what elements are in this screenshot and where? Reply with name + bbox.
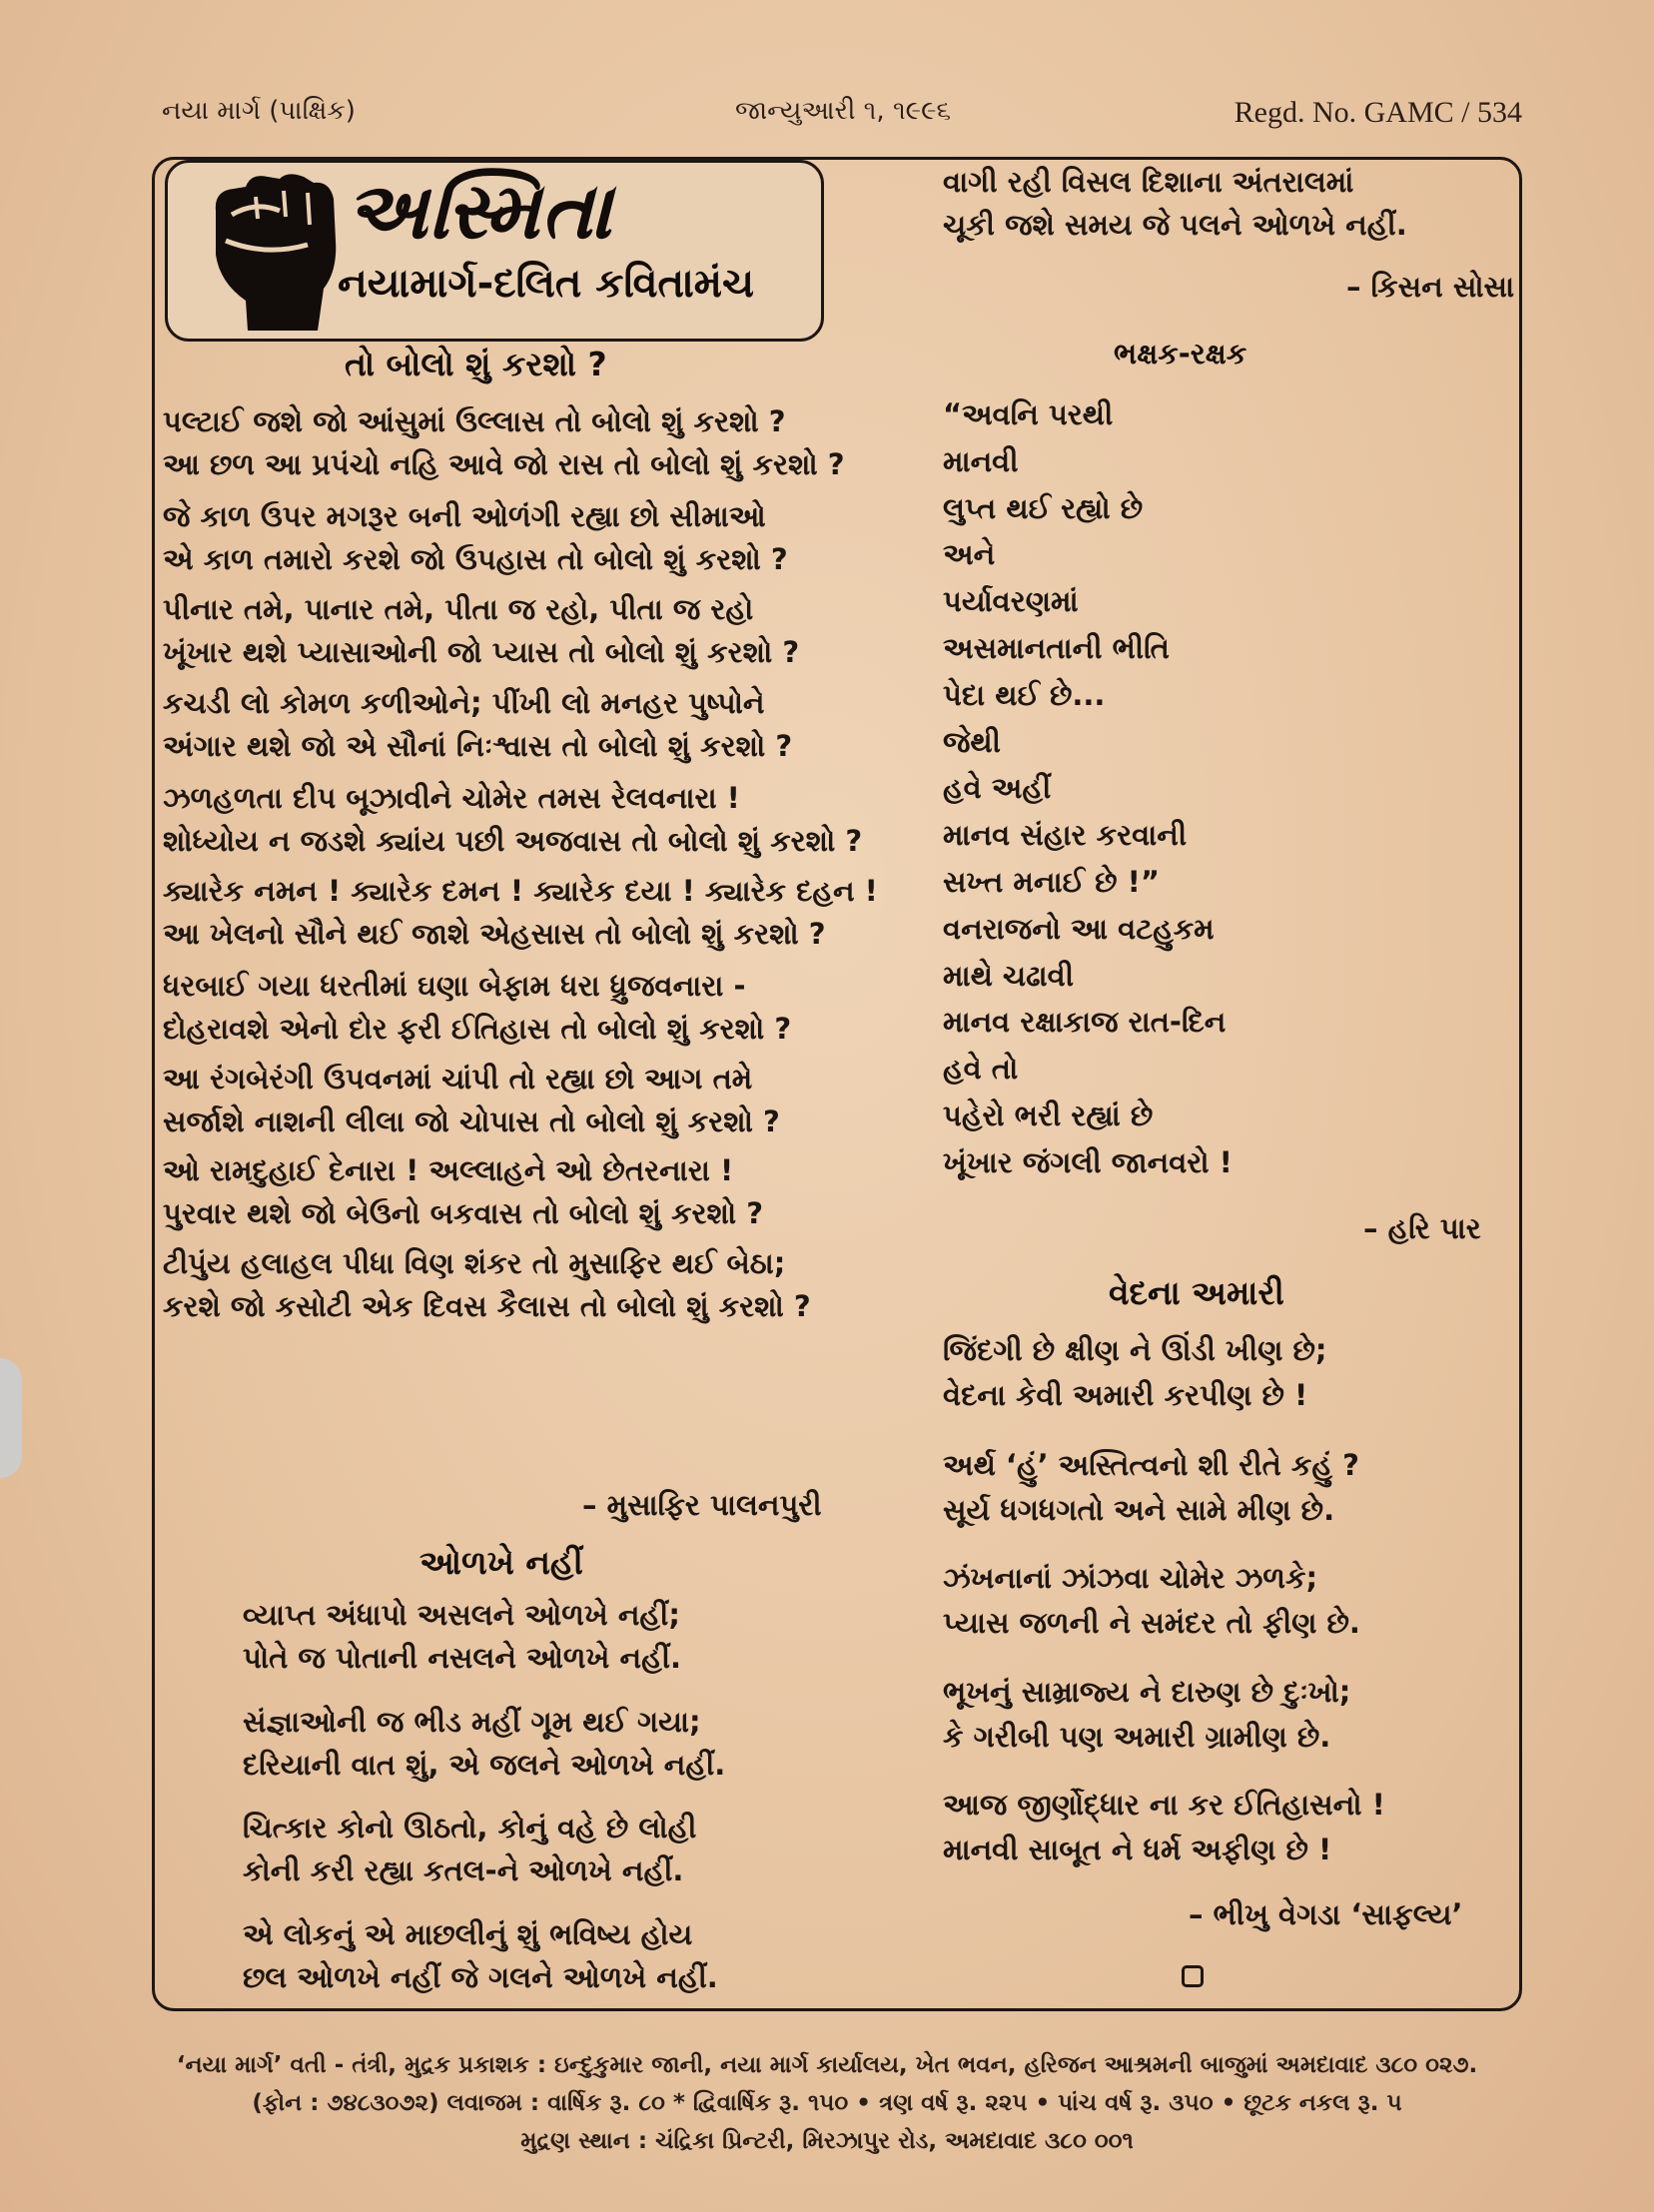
- poem3-line: માનવી: [943, 443, 1019, 478]
- poem4-line: ઝંખનાનાં ઝાંઝવા ચોમેર ઝળકે;: [943, 1561, 1318, 1595]
- footer-publisher: ‘નયા માર્ગ’ વતી - તંત્રી, મુદ્રક પ્રકાશક : ઇન્દુકુમાર જાની, નયા માર્ગ કાર્યાલય, ખેત ભવન, હરિજન આશ્રમની બાજુમાં અમદાવાદ ૩૮૦ ૦૨૭.: [176, 2052, 1478, 2078]
- poem3-line: ખૂંખાર જંગલી જાનવરો !: [943, 1144, 1233, 1179]
- poem4-title: વેદના અમારી: [1109, 1273, 1284, 1312]
- header-date: જાન્યુઆરી ૧, ૧૯૯૬: [735, 96, 952, 126]
- poem2-line: છલ ઓળખે નહીં જે ગલને ઓળખે નહીં.: [243, 1960, 718, 1994]
- poem1-line: ખૂંખાર થશે પ્યાસાઓની જો પ્યાસ તો બોલો શું કરશો ?: [163, 635, 800, 669]
- poem2-title: ઓળખે નહીં: [419, 1543, 583, 1582]
- poem3-line: પહેરો ભરી રહ્યાં છે: [943, 1099, 1154, 1132]
- poem4-line: જિંદગી છે ક્ષીણ ને ઊંડી ખીણ છે;: [943, 1333, 1327, 1367]
- poem3-line: અને: [943, 537, 996, 572]
- footer-subscription: (ફોન : ૭૪૮૩૦૭૨) લવાજમ : વાર્ષિક રૂ. ૮૦ * દ્વિવાર્ષિક રૂ. ૧૫૦ • ત્રણ વર્ષ રૂ. ૨૨૫ • પાંચ વર્ષ રૂ. ૩૫૦ • છૂટક નકલ રૂ. ૫: [252, 2090, 1402, 2116]
- poem3-line: વનરાજનો આ વટહુકમ: [943, 911, 1215, 946]
- poem3-line: “અવનિ પરથી: [943, 397, 1114, 431]
- asmita-logo-box: [165, 160, 824, 342]
- poem3-line: લુપ્ત થઈ રહ્યો છે: [943, 490, 1144, 525]
- poem2-line: ચૂકી જશે સમય જે પલને ઓળખે નહીં.: [943, 208, 1407, 242]
- poem1-title: તો બોલો શું કરશો ?: [345, 345, 607, 383]
- poem1-line: પીનાર તમે, પાનાર તમે, પીતા જ રહો, પીતા જ રહો: [163, 592, 754, 626]
- poem1-line: ઓ રામદુહાઈ દેનારા ! અલ્લાહને ઓ છેતરનારા !: [163, 1153, 734, 1187]
- poem2-line: પોતે જ પોતાની નસલને ઓળખે નહીં.: [243, 1641, 682, 1675]
- poem3-line: અસમાનતાની ભીતિ: [943, 631, 1170, 665]
- poem4-author: – ભીખુ વેગડા ‘સાફલ્ય’: [1189, 1897, 1463, 1931]
- poem2-line: એ લોકનું એ માછલીનું શું ભવિષ્ય હોય: [243, 1917, 693, 1951]
- header-regd-number: Regd. No. GAMC / 534: [1234, 96, 1522, 129]
- poem1-line: શોધ્યોય ન જડશે ક્યાંય પછી અજવાસ તો બોલો શું કરશો ?: [163, 824, 863, 858]
- poem1-line: કરશે જો કસોટી એક દિવસ કૈલાસ તો બોલો શું કરશો ?: [163, 1289, 811, 1323]
- poem3-line: જેથી: [943, 724, 1001, 759]
- poem1-line: આ છળ આ પ્રપંચો નહિ આવે જો રાસ તો બોલો શું કરશો ?: [163, 447, 845, 481]
- poem3-line: પર્યાવરણમાં: [943, 584, 1079, 619]
- poem3-line: હવે અહીં: [943, 771, 1052, 806]
- poem3-line: હવે તો: [943, 1052, 1019, 1087]
- poem4-line: વેદના કેવી અમારી કરપીણ છે !: [943, 1378, 1308, 1412]
- poem4-line: કે ગરીબી પણ અમારી ગ્રામીણ છે.: [943, 1720, 1331, 1754]
- poem2-author: – કિસન સોસા: [1346, 270, 1515, 304]
- poem3-line: માનવ રક્ષાકાજ રાત-દિન: [943, 1005, 1227, 1040]
- footer-printer: મુદ્રણ સ્થાન : ચંદ્રિકા પ્રિન્ટરી, મિરઝાપુર રોડ, અમદાવાદ ૩૮૦ ૦૦૧: [520, 2128, 1134, 2154]
- header-publication: નયા માર્ગ (પાક્ષિક): [162, 96, 356, 126]
- poem1-line: ક્યારેક નમન ! ક્યારેક દમન ! ક્યારેક દયા ! ક્યારેક દહન !: [163, 874, 878, 908]
- poem4-line: આજ જીર્ણોદ્ધાર ના કર ઈતિહાસનો !: [943, 1788, 1385, 1822]
- raised-fist-icon: [196, 171, 346, 336]
- poem3-title: ભક્ષક-રક્ષક: [1114, 337, 1247, 370]
- poem2-line: વાગી રહી વિસલ દિશાના અંતરાલમાં: [943, 165, 1354, 199]
- poem3-line: પેદા થઈ છે...: [943, 677, 1106, 712]
- poem1-author: – મુસાફિર પાલનપુરી: [582, 1488, 822, 1522]
- poem1-line: આ રંગબેરંગી ઉપવનમાં ચાંપી તો રહ્યા છો આગ તમે: [163, 1062, 753, 1096]
- poem3-author: – હરિ પાર: [1363, 1211, 1481, 1245]
- poem3-line: માનવ સંહાર કરવાની: [943, 818, 1188, 853]
- poem2-line: દરિયાની વાત શું, એ જલને ઓળખે નહીં.: [243, 1748, 726, 1782]
- poem1-line: કચડી લો કોમળ કળીઓને; પીંખી લો મનહર પુષ્પોને: [163, 686, 765, 720]
- logo-subtitle: નયામાર્ગ-દલિત કવિતામંચ: [338, 261, 755, 307]
- logo-title: અસ્મિતા: [346, 167, 613, 257]
- poem1-line: ટીપુંય હલાહલ પીધા વિણ શંકર તો મુસાફિર થઈ બેઠા;: [163, 1246, 786, 1280]
- poem2-line: ચિત્કાર કોનો ઊઠતો, કોનું વહે છે લોહી: [243, 1811, 697, 1844]
- page-edge-stain: [0, 1358, 22, 1478]
- poem2-line: કોની કરી રહ્યા કતલ-ને ઓળખે નહીં.: [243, 1853, 684, 1887]
- poem4-line: અર્થ ‘હું’ અસ્તિત્વનો શી રીતે કહું ?: [943, 1448, 1359, 1482]
- poem2-line: વ્યાપ્ત અંધાપો અસલને ઓળખે નહીં;: [243, 1598, 680, 1632]
- poem3-line: માથે ચઢાવી: [943, 958, 1074, 993]
- poem1-line: પલ્ટાઈ જશે જો આંસુમાં ઉલ્લાસ તો બોલો શું કરશો ?: [163, 404, 786, 438]
- poem1-line: જે કાળ ઉપર મગરૂર બની ઓળંગી રહ્યા છો સીમાઓ: [163, 499, 766, 533]
- poem4-line: સૂર્ય ધગધગતો અને સામે મીણ છે.: [943, 1493, 1335, 1527]
- poem1-line: ધરબાઈ ગયા ધરતીમાં ઘણા બેફામ ધરા ધ્રુજવનારા -: [163, 969, 746, 1003]
- poem4-line: પ્યાસ જળની ને સમંદર તો ફીણ છે.: [943, 1606, 1360, 1640]
- poem4-line: ભૂખનું સામ્રાજ્ય ને દારુણ છે દુઃખો;: [943, 1675, 1351, 1709]
- poem1-line: સર્જાશે નાશની લીલા જો ચોપાસ તો બોલો શું કરશો ?: [163, 1105, 780, 1138]
- end-mark: [1182, 1965, 1204, 1987]
- poem4-line: માનવી સાબૂત ને ધર્મ અફીણ છે !: [943, 1833, 1332, 1866]
- poem2-line: સંજ્ઞાઓની જ ભીડ મહીં ગૂમ થઈ ગયા;: [243, 1705, 701, 1739]
- poem1-line: દોહરાવશે એનો દોર ફરી ઈતિહાસ તો બોલો શું કરશો ?: [163, 1012, 792, 1046]
- poem3-line: સખ્ત મનાઈ છે !”: [943, 865, 1160, 899]
- poem1-line: આ ખેલનો સૌને થઈ જાશે એહસાસ તો બોલો શું કરશો ?: [163, 917, 826, 951]
- poem1-line: પુરવાર થશે જો બેઉનો બકવાસ તો બોલો શું કરશો ?: [163, 1196, 764, 1230]
- poem1-line: એ કાળ તમારો કરશે જો ઉપહાસ તો બોલો શું કરશો ?: [163, 542, 788, 576]
- poem1-line: અંગાર થશે જો એ સૌનાં નિઃશ્વાસ તો બોલો શું કરશો ?: [163, 729, 793, 763]
- poem1-line: ઝળહળતા દીપ બૂઝાવીને ચોમેર તમસ રેલવનારા !: [163, 781, 740, 815]
